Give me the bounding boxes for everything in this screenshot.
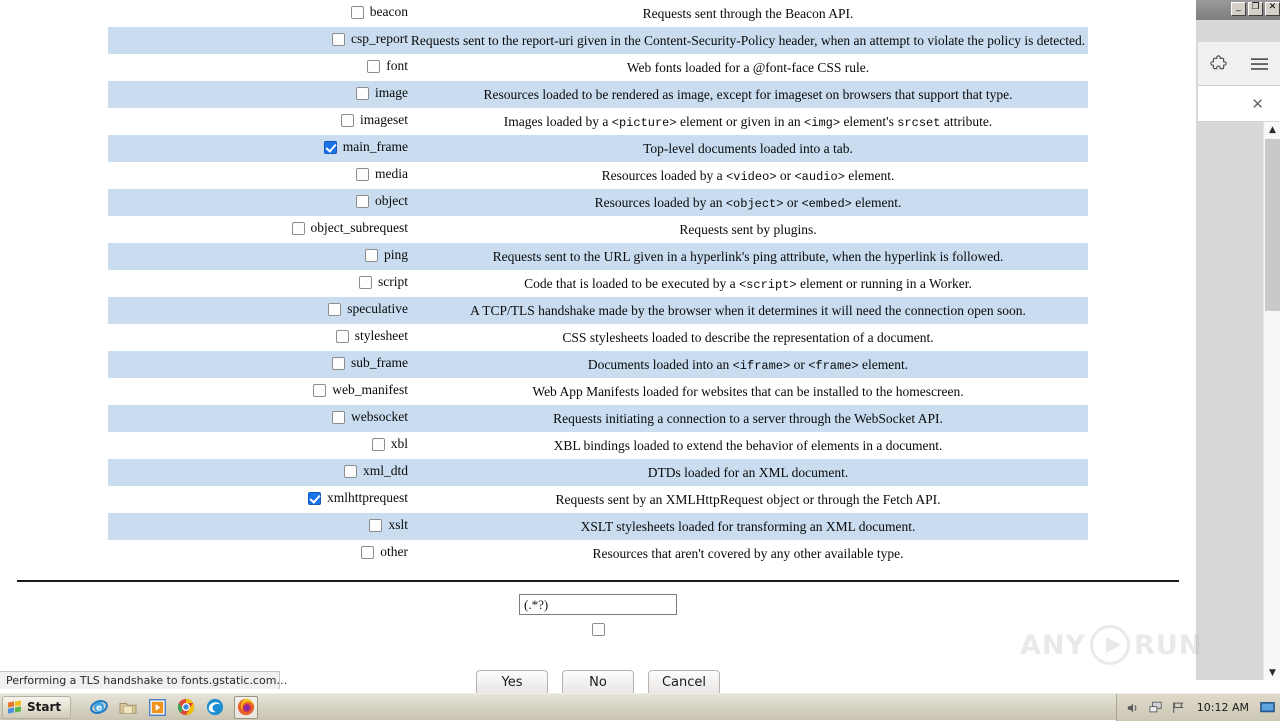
type-checkbox[interactable] bbox=[332, 33, 345, 46]
type-label: stylesheet bbox=[354, 328, 408, 344]
type-label-cell bbox=[108, 135, 408, 162]
windows-taskbar bbox=[0, 693, 1280, 720]
type-label: xslt bbox=[388, 517, 408, 533]
extensions-puzzle-icon[interactable] bbox=[1208, 53, 1230, 75]
window-close-button[interactable] bbox=[1265, 2, 1280, 16]
window-minimize-button[interactable] bbox=[1231, 2, 1246, 16]
type-label-cell bbox=[108, 243, 408, 270]
type-label: csp_report bbox=[351, 31, 408, 47]
volume-icon[interactable] bbox=[1125, 700, 1141, 716]
cancel-button[interactable]: Cancel bbox=[648, 670, 720, 696]
quick-launch-bar bbox=[89, 696, 258, 719]
table-row bbox=[108, 243, 1088, 270]
type-checkbox[interactable] bbox=[292, 222, 305, 235]
type-label-wrap bbox=[351, 4, 408, 20]
type-label-wrap bbox=[367, 58, 408, 74]
type-label-wrap bbox=[365, 247, 408, 263]
type-checkbox[interactable] bbox=[351, 6, 364, 19]
type-description-cell: XBL bindings loaded to extend the behavior of elements in a document. bbox=[408, 432, 1088, 459]
type-label-wrap bbox=[332, 31, 408, 47]
google-chrome-icon[interactable] bbox=[176, 697, 196, 717]
type-label: main_frame bbox=[342, 139, 408, 155]
start-button[interactable] bbox=[2, 696, 71, 719]
type-label-wrap bbox=[361, 544, 408, 560]
scrollbar-up-arrow-icon[interactable]: ▲ bbox=[1269, 124, 1276, 135]
type-checkbox[interactable] bbox=[356, 195, 369, 208]
type-label-cell bbox=[108, 405, 408, 432]
table-row bbox=[108, 324, 1088, 351]
type-label-cell bbox=[108, 459, 408, 486]
type-checkbox[interactable] bbox=[332, 357, 345, 370]
table-row bbox=[108, 135, 1088, 162]
type-label-cell bbox=[108, 351, 408, 378]
type-label-wrap bbox=[292, 220, 408, 236]
type-label: websocket bbox=[351, 409, 408, 425]
file-explorer-icon[interactable] bbox=[118, 697, 138, 717]
type-description-cell: Requests initiating a connection to a server through the WebSocket API. bbox=[408, 405, 1088, 432]
type-description-cell: Resources loaded to be rendered as image, except for imageset on browsers that support that type. bbox=[408, 81, 1088, 108]
scrollbar-gap bbox=[1263, 113, 1280, 122]
type-label-cell bbox=[108, 486, 408, 513]
type-label: object_subrequest bbox=[310, 220, 408, 236]
show-desktop-icon[interactable] bbox=[1259, 700, 1275, 716]
svg-text:e: e bbox=[96, 703, 103, 714]
type-description-cell: A TCP/TLS handshake made by the browser when it determines it will need the connection open soon. bbox=[408, 297, 1088, 324]
type-label-cell bbox=[108, 0, 408, 27]
maximize-icon: ❐ bbox=[1251, 2, 1260, 12]
type-description-cell: Images loaded by a <picture> element or given in an <img> element's srcset attribute. bbox=[408, 108, 1088, 135]
table-row bbox=[108, 486, 1088, 513]
browser-status-bar: Performing a TLS handshake to fonts.gstatic.com… bbox=[0, 671, 280, 689]
type-description-cell: Resources that aren't covered by any other available type. bbox=[408, 540, 1088, 567]
type-label-cell bbox=[108, 81, 408, 108]
security-flag-icon[interactable] bbox=[1171, 700, 1187, 716]
type-description-cell: Requests sent to the report-uri given in the Content-Security-Policy header, when an attempt to violate the policy is detected. bbox=[408, 27, 1088, 54]
type-label-cell bbox=[108, 540, 408, 567]
type-description-cell: Web fonts loaded for a @font-face CSS rule. bbox=[408, 54, 1088, 81]
type-label-wrap bbox=[341, 112, 408, 128]
table-row bbox=[108, 0, 1088, 27]
watermark-right-text: RUN bbox=[1134, 629, 1203, 661]
type-label-cell bbox=[108, 162, 408, 189]
type-description-cell: Resources loaded by a <video> or <audio> element. bbox=[408, 162, 1088, 189]
type-description-cell: Requests sent to the URL given in a hyperlink's ping attribute, when the hyperlink is followed. bbox=[408, 243, 1088, 270]
type-label: beacon bbox=[369, 4, 408, 20]
type-label-cell bbox=[108, 270, 408, 297]
type-checkbox[interactable] bbox=[313, 384, 326, 397]
table-row bbox=[108, 27, 1088, 54]
type-label: object bbox=[375, 193, 408, 209]
table-row bbox=[108, 216, 1088, 243]
type-label-cell bbox=[108, 297, 408, 324]
type-checkbox[interactable] bbox=[328, 303, 341, 316]
page-inner bbox=[10, 0, 1186, 641]
table-row bbox=[108, 81, 1088, 108]
type-description-cell: Documents loaded into an <iframe> or <frame> element. bbox=[408, 351, 1088, 378]
table-row bbox=[108, 108, 1088, 135]
type-label-cell bbox=[108, 216, 408, 243]
type-label-wrap bbox=[332, 355, 408, 371]
type-description-cell: Top-level documents loaded into a tab. bbox=[408, 135, 1088, 162]
hamburger-menu-icon[interactable] bbox=[1249, 53, 1271, 75]
network-icon[interactable] bbox=[1148, 700, 1164, 716]
no-button[interactable]: No bbox=[562, 670, 634, 696]
type-label: media bbox=[375, 166, 408, 182]
firefox-icon[interactable] bbox=[234, 696, 258, 719]
type-label-cell bbox=[108, 324, 408, 351]
type-checkbox[interactable] bbox=[356, 168, 369, 181]
type-checkbox[interactable] bbox=[332, 411, 345, 424]
type-label: script bbox=[378, 274, 408, 290]
scrollbar-down-arrow-icon[interactable]: ▼ bbox=[1269, 667, 1276, 678]
table-row bbox=[108, 432, 1088, 459]
type-checkbox[interactable] bbox=[372, 438, 385, 451]
page-scrollbar[interactable] bbox=[1263, 122, 1280, 680]
browser-toolbar bbox=[1198, 42, 1280, 86]
type-description-cell: Resources loaded by an <object> or <embed> element. bbox=[408, 189, 1088, 216]
windows-flag-icon bbox=[8, 701, 23, 714]
type-checkbox[interactable] bbox=[365, 249, 378, 262]
type-label: other bbox=[380, 544, 408, 560]
type-description-cell: DTDs loaded for an XML document. bbox=[408, 459, 1088, 486]
regex-option-checkbox[interactable] bbox=[592, 623, 605, 636]
type-label-wrap bbox=[336, 328, 408, 344]
type-checkbox[interactable] bbox=[344, 465, 357, 478]
type-checkbox[interactable] bbox=[359, 276, 372, 289]
type-label-wrap bbox=[308, 490, 408, 506]
type-checkbox[interactable] bbox=[369, 519, 382, 532]
notification-close-icon[interactable]: ✕ bbox=[1251, 94, 1264, 113]
regex-row bbox=[10, 594, 1186, 615]
request-types-table-body bbox=[108, 0, 1088, 567]
table-row bbox=[108, 540, 1088, 567]
table-row bbox=[108, 513, 1088, 540]
type-label-wrap bbox=[369, 517, 408, 533]
type-label: sub_frame bbox=[351, 355, 408, 371]
type-checkbox[interactable] bbox=[308, 492, 321, 505]
table-row bbox=[108, 378, 1088, 405]
regex-input[interactable] bbox=[519, 594, 677, 615]
type-checkbox[interactable] bbox=[356, 87, 369, 100]
type-label-wrap bbox=[328, 301, 408, 317]
type-description-cell: XSLT stylesheets loaded for transforming an XML document. bbox=[408, 513, 1088, 540]
type-label-cell bbox=[108, 108, 408, 135]
type-checkbox[interactable] bbox=[341, 114, 354, 127]
table-row bbox=[108, 459, 1088, 486]
type-label: ping bbox=[383, 247, 408, 263]
type-label: xbl bbox=[390, 436, 408, 452]
type-label: xmlhttprequest bbox=[327, 490, 408, 506]
window-maximize-button[interactable] bbox=[1248, 2, 1263, 16]
type-label-cell bbox=[108, 189, 408, 216]
type-description-cell: Web App Manifests loaded for websites that can be installed to the homescreen. bbox=[408, 378, 1088, 405]
type-label: speculative bbox=[347, 301, 408, 317]
type-label: xml_dtd bbox=[362, 463, 408, 479]
system-tray bbox=[1116, 694, 1280, 721]
type-label: font bbox=[386, 58, 408, 74]
type-label: image bbox=[375, 85, 408, 101]
table-row bbox=[108, 189, 1088, 216]
type-label-wrap bbox=[372, 436, 408, 452]
type-label-cell bbox=[108, 378, 408, 405]
type-label-wrap bbox=[356, 85, 408, 101]
window-controls bbox=[1231, 2, 1280, 16]
type-label: imageset bbox=[360, 112, 408, 128]
type-label-wrap bbox=[356, 193, 408, 209]
internet-explorer-icon[interactable] bbox=[89, 697, 109, 717]
type-label-wrap bbox=[356, 166, 408, 182]
type-label-wrap bbox=[332, 409, 408, 425]
type-label-wrap bbox=[359, 274, 408, 290]
type-description-cell: CSS stylesheets loaded to describe the representation of a document. bbox=[408, 324, 1088, 351]
yes-button[interactable]: Yes bbox=[476, 670, 548, 696]
table-row bbox=[108, 351, 1088, 378]
table-row bbox=[108, 405, 1088, 432]
section-divider bbox=[17, 580, 1179, 582]
table-row bbox=[108, 297, 1088, 324]
request-types-table bbox=[108, 0, 1088, 567]
type-label: web_manifest bbox=[332, 382, 408, 398]
type-label-wrap bbox=[313, 382, 408, 398]
type-checkbox[interactable] bbox=[361, 546, 374, 559]
type-label-cell bbox=[108, 432, 408, 459]
table-row bbox=[108, 162, 1088, 189]
microsoft-edge-icon[interactable] bbox=[205, 697, 225, 717]
scrollbar-thumb[interactable] bbox=[1265, 139, 1280, 311]
type-description-cell: Code that is loaded to be executed by a <script> element or running in a Worker. bbox=[408, 270, 1088, 297]
table-row bbox=[108, 270, 1088, 297]
taskbar-clock[interactable]: 10:12 AM bbox=[1196, 701, 1249, 714]
type-label-cell bbox=[108, 513, 408, 540]
type-label-wrap bbox=[324, 139, 408, 155]
start-button-label: Start bbox=[27, 700, 62, 714]
type-description-cell: Requests sent by plugins. bbox=[408, 216, 1088, 243]
type-checkbox[interactable] bbox=[367, 60, 380, 73]
type-description-cell: Requests sent by an XMLHttpRequest object or through the Fetch API. bbox=[408, 486, 1088, 513]
type-label-cell bbox=[108, 27, 408, 54]
media-player-icon[interactable] bbox=[147, 697, 167, 717]
type-checkbox[interactable] bbox=[324, 141, 337, 154]
type-checkbox[interactable] bbox=[336, 330, 349, 343]
type-label-wrap bbox=[344, 463, 408, 479]
type-label-cell bbox=[108, 54, 408, 81]
close-icon: ✕ bbox=[1268, 2, 1277, 12]
minimize-icon: _ bbox=[1236, 2, 1241, 12]
watermark-left-text: ANY bbox=[1020, 629, 1087, 661]
table-row bbox=[108, 54, 1088, 81]
type-description-cell: Requests sent through the Beacon API. bbox=[408, 0, 1088, 27]
regex-option-row bbox=[10, 623, 1186, 641]
